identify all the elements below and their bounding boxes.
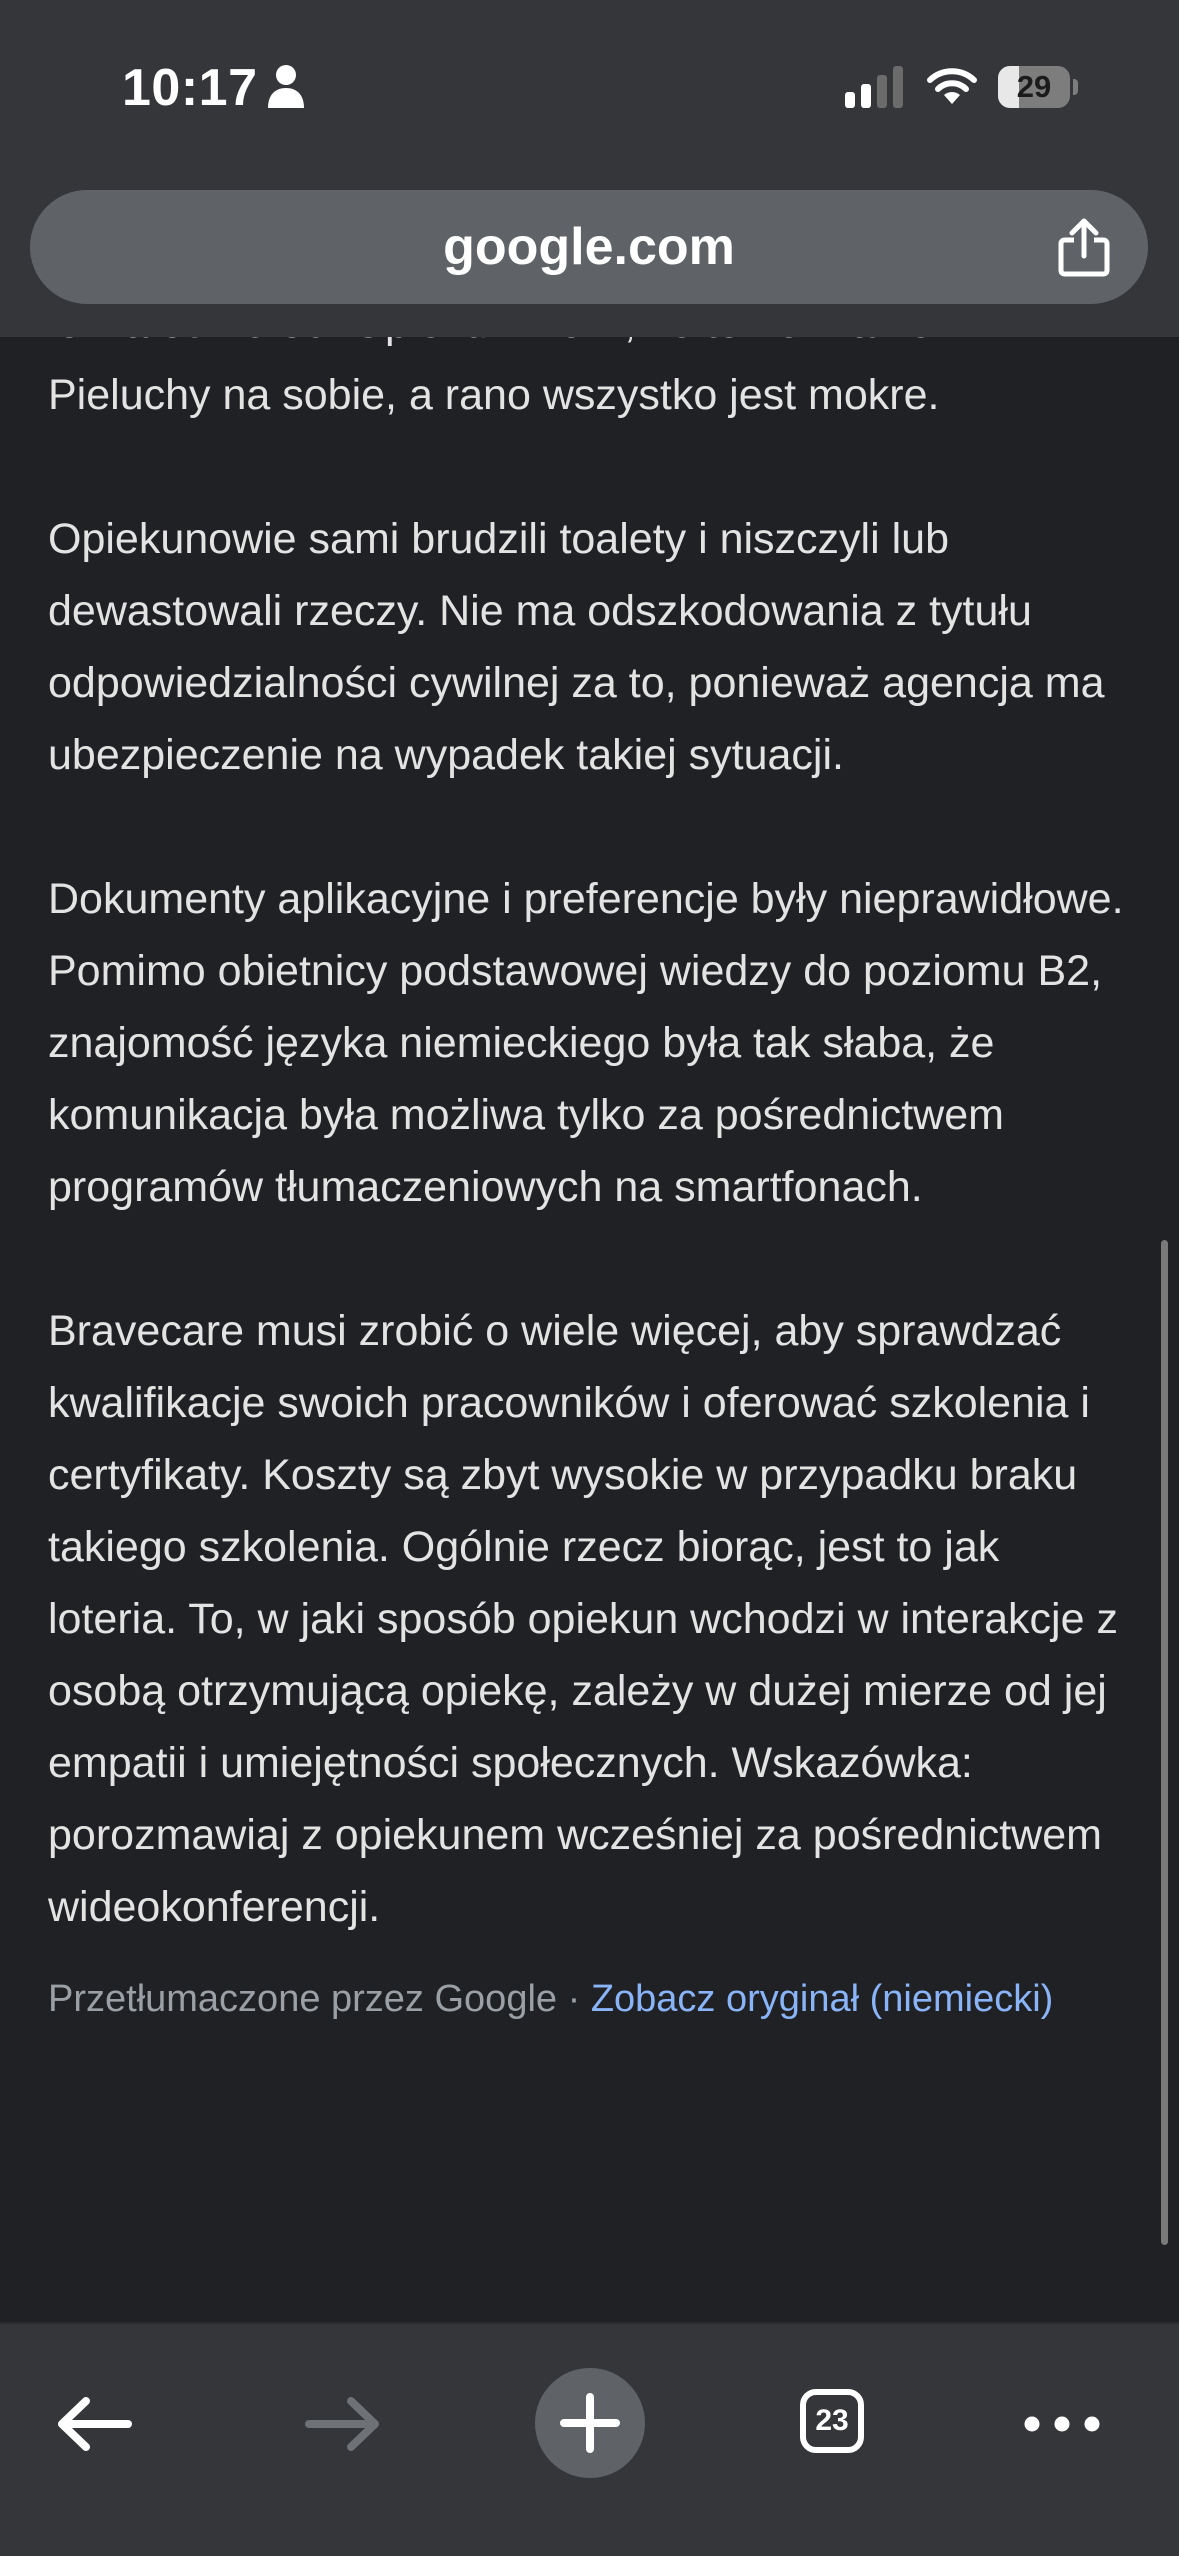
forward-arrow-icon <box>287 2369 397 2479</box>
battery-indicator <box>998 66 1078 108</box>
top-bar <box>0 0 1179 337</box>
battery-tip <box>1073 79 1078 95</box>
share-icon[interactable] <box>1056 218 1112 278</box>
address-url[interactable]: google.com <box>443 218 735 276</box>
battery-level: 29 <box>1016 69 1052 104</box>
tab-switcher-button[interactable] <box>780 2369 890 2479</box>
person-icon <box>266 62 306 110</box>
paragraph: Opiekunowie sami brudzili toalety i niszczyli lub dewastowali rzeczy. Nie ma odszkodowania z tytułu odpowiedzialności cywilnej za to, ponieważ agencja ma ubezpieczenie na wypadek takiej sytuacji. <box>48 515 1105 779</box>
battery-body <box>998 66 1070 108</box>
paragraph-text: Pieluchy na sobie, a rano wszystko jest mokre. <box>48 371 940 419</box>
translation-note <box>48 1971 1138 2028</box>
forward-button[interactable] <box>287 2369 397 2479</box>
scrollbar[interactable] <box>1161 1240 1168 2245</box>
back-button[interactable] <box>40 2369 150 2479</box>
bottom-toolbar <box>0 2322 1179 2556</box>
cellular-signal-icon <box>845 66 907 110</box>
plus-icon <box>535 2368 645 2478</box>
address-bar[interactable] <box>30 190 1148 304</box>
tab-switcher-icon <box>800 2389 864 2453</box>
wifi-icon <box>925 62 979 106</box>
tab-count: 23 <box>815 2404 849 2437</box>
page-content <box>48 287 1138 2028</box>
paragraph: Bravecare musi zrobić o wiele więcej, aby sprawdzać kwalifikacje swoich pracowników i oferować szkolenia i certyfikaty. Koszty są zbyt wysokie w przypadku braku takiego szkolenia. Ogólnie rzecz biorąc, jest to jak loteria. To, w jaki sposób opiekun wchodzi w interakcje z osobą otrzymującą opiekę, zależy w dużej mierze od jej empatii i umiejętności społecznych. Wskazówka: porozmawiaj z opiekunem wcześniej za pośrednictwem wideokonferencji. <box>48 1307 1118 1931</box>
new-tab-button[interactable] <box>535 2368 645 2478</box>
more-menu-button[interactable] <box>1007 2369 1117 2479</box>
status-bar <box>0 0 1179 175</box>
paragraph: Dokumenty aplikacyjne i preferencje były nieprawidłowe. Pomimo obietnicy podstawowej wiedzy do poziomu B2, znajomość języka niemieckiego była tak słaba, że komunikacja była możliwa tylko za pośrednictwem programów tłumaczeniowych na smartfonach. <box>48 875 1124 1211</box>
back-arrow-icon <box>40 2369 150 2479</box>
see-original-link[interactable]: Zobacz oryginał (niemiecki) <box>590 1978 1054 2020</box>
more-dots-icon <box>1007 2369 1117 2479</box>
translated-by-label: Przetłumaczone przez Google · <box>48 1978 591 2020</box>
status-time: 10:17 <box>122 59 258 117</box>
